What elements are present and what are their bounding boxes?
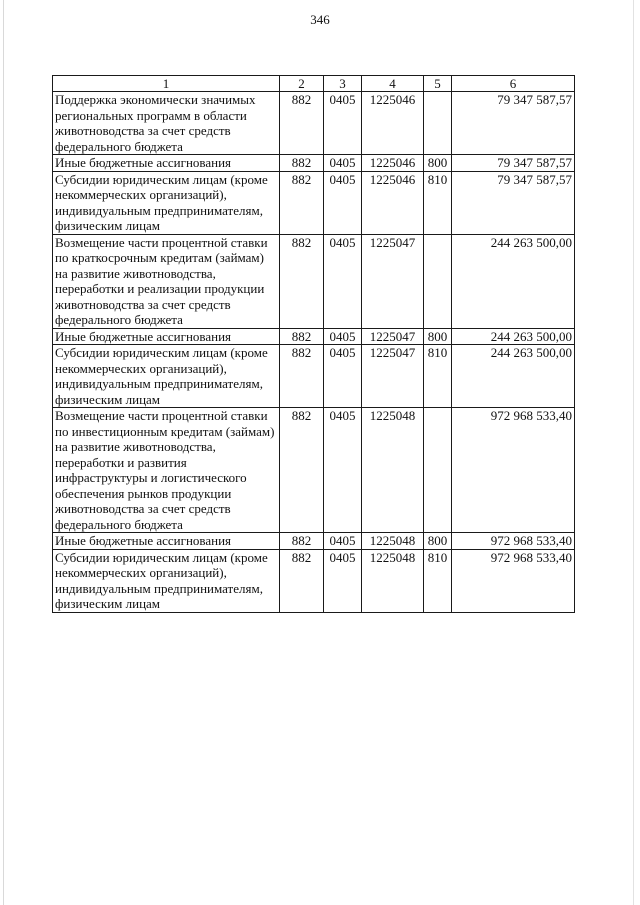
row-amount: 244 263 500,00 bbox=[452, 234, 575, 328]
row-ministry-code: 882 bbox=[280, 328, 324, 345]
table-row bbox=[53, 234, 575, 328]
row-expense-code: 810 bbox=[424, 549, 452, 612]
table-row bbox=[53, 408, 575, 533]
row-expense-code bbox=[424, 92, 452, 155]
row-amount: 79 347 587,57 bbox=[452, 155, 575, 172]
row-name: Субсидии юридическим лицам (кроме некоммерческих организаций), индивидуальным предпринимателям, физическим лицам bbox=[53, 345, 280, 408]
row-name: Субсидии юридическим лицам (кроме некоммерческих организаций), индивидуальным предпринимателям, физическим лицам bbox=[53, 171, 280, 234]
row-section-code: 0405 bbox=[324, 408, 362, 533]
row-ministry-code: 882 bbox=[280, 345, 324, 408]
row-amount: 244 263 500,00 bbox=[452, 328, 575, 345]
row-target-code: 1225046 bbox=[362, 171, 424, 234]
row-target-code: 1225048 bbox=[362, 533, 424, 550]
scan-edge-right bbox=[633, 0, 634, 905]
row-section-code: 0405 bbox=[324, 234, 362, 328]
header-col-4: 4 bbox=[362, 76, 424, 92]
row-ministry-code: 882 bbox=[280, 234, 324, 328]
row-target-code: 1225048 bbox=[362, 549, 424, 612]
header-row bbox=[53, 76, 575, 92]
row-amount: 972 968 533,40 bbox=[452, 408, 575, 533]
row-section-code: 0405 bbox=[324, 533, 362, 550]
row-expense-code: 800 bbox=[424, 155, 452, 172]
table-row bbox=[53, 533, 575, 550]
row-target-code: 1225046 bbox=[362, 92, 424, 155]
row-section-code: 0405 bbox=[324, 155, 362, 172]
row-expense-code: 810 bbox=[424, 345, 452, 408]
row-name: Субсидии юридическим лицам (кроме некоммерческих организаций), индивидуальным предпринимателям, физическим лицам bbox=[53, 549, 280, 612]
header-col-5: 5 bbox=[424, 76, 452, 92]
row-name: Поддержка экономически значимых региональных программ в области животноводства за счет средств федерального бюджета bbox=[53, 92, 280, 155]
header-col-3: 3 bbox=[324, 76, 362, 92]
row-expense-code bbox=[424, 408, 452, 533]
row-amount: 79 347 587,57 bbox=[452, 92, 575, 155]
row-expense-code bbox=[424, 234, 452, 328]
row-name: Возмещение части процентной ставки по инвестиционным кредитам (займам) на развитие животноводства, переработки и развития инфраструктуры и логистического обеспечения рынков продукции животноводства за счет средств федерального бюджета bbox=[53, 408, 280, 533]
row-ministry-code: 882 bbox=[280, 92, 324, 155]
table-row bbox=[53, 155, 575, 172]
row-target-code: 1225048 bbox=[362, 408, 424, 533]
row-expense-code: 800 bbox=[424, 328, 452, 345]
row-ministry-code: 882 bbox=[280, 533, 324, 550]
row-expense-code: 810 bbox=[424, 171, 452, 234]
row-name: Возмещение части процентной ставки по краткосрочным кредитам (займам) на развитие животноводства, переработки и реализации продукции животноводства за счет средств федерального бюджета bbox=[53, 234, 280, 328]
row-ministry-code: 882 bbox=[280, 155, 324, 172]
table-row bbox=[53, 328, 575, 345]
table-body bbox=[53, 92, 575, 613]
table-row bbox=[53, 92, 575, 155]
row-name: Иные бюджетные ассигнования bbox=[53, 533, 280, 550]
header-col-2: 2 bbox=[280, 76, 324, 92]
row-section-code: 0405 bbox=[324, 92, 362, 155]
row-target-code: 1225046 bbox=[362, 155, 424, 172]
row-amount: 972 968 533,40 bbox=[452, 533, 575, 550]
row-section-code: 0405 bbox=[324, 345, 362, 408]
row-ministry-code: 882 bbox=[280, 171, 324, 234]
row-section-code: 0405 bbox=[324, 549, 362, 612]
table-row bbox=[53, 171, 575, 234]
header-col-1: 1 bbox=[53, 76, 280, 92]
row-ministry-code: 882 bbox=[280, 408, 324, 533]
table-row bbox=[53, 345, 575, 408]
budget-table bbox=[52, 75, 575, 613]
table-header bbox=[53, 76, 575, 92]
row-target-code: 1225047 bbox=[362, 328, 424, 345]
page-number: 346 bbox=[310, 12, 330, 27]
row-expense-code: 800 bbox=[424, 533, 452, 550]
row-target-code: 1225047 bbox=[362, 234, 424, 328]
row-target-code: 1225047 bbox=[362, 345, 424, 408]
table-row bbox=[53, 549, 575, 612]
row-ministry-code: 882 bbox=[280, 549, 324, 612]
row-name: Иные бюджетные ассигнования bbox=[53, 328, 280, 345]
header-col-6: 6 bbox=[452, 76, 575, 92]
row-amount: 244 263 500,00 bbox=[452, 345, 575, 408]
scan-edge-left bbox=[3, 0, 4, 905]
row-section-code: 0405 bbox=[324, 171, 362, 234]
row-amount: 79 347 587,57 bbox=[452, 171, 575, 234]
row-section-code: 0405 bbox=[324, 328, 362, 345]
row-amount: 972 968 533,40 bbox=[452, 549, 575, 612]
row-name: Иные бюджетные ассигнования bbox=[53, 155, 280, 172]
